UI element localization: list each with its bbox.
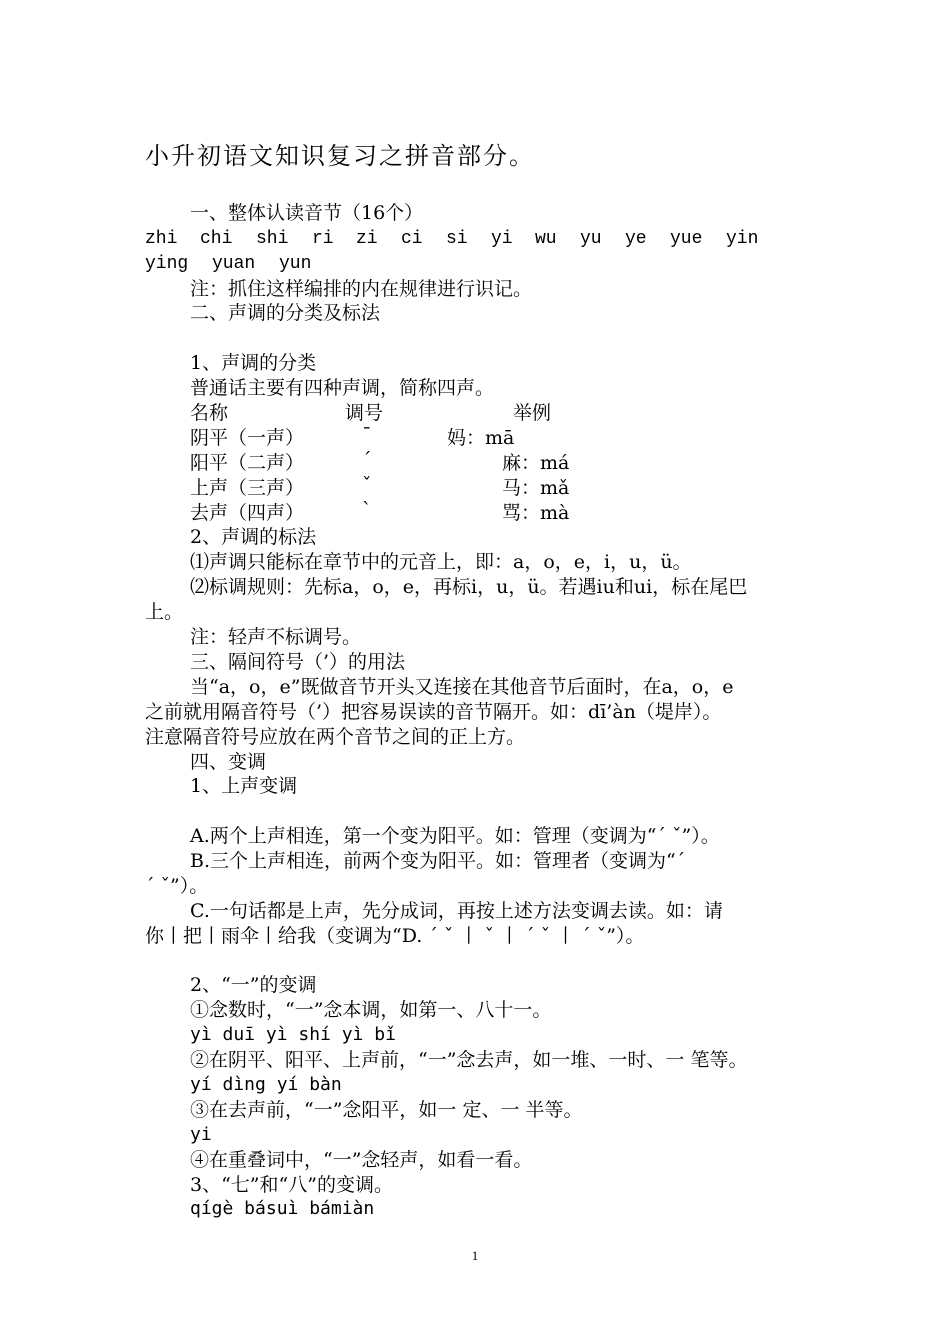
- syllable: yin: [726, 229, 759, 249]
- paragraph: ④在重叠词中，“一”念轻声，如看一看。: [190, 1149, 533, 1171]
- note-text: 注：抓住这样编排的内在规律进行识记。: [190, 278, 533, 300]
- syllable: ye: [625, 229, 647, 249]
- syllable: zhi: [145, 229, 178, 249]
- syllable: ying: [145, 254, 189, 274]
- paragraph: 之前就用隔音符号（’）把容易误读的音节隔开。如：dī’àn（堤岸）。: [145, 701, 722, 723]
- subheading: 2、声调的标法: [190, 526, 317, 548]
- syllable: ri: [312, 229, 334, 249]
- subheading: 2、“一”的变调: [190, 974, 317, 996]
- paragraph: ②在阴平、阳平、上声前，“一”念去声，如一堆、一时、一 笔等。: [190, 1049, 748, 1071]
- syllable: zi: [356, 229, 378, 249]
- paragraph: A.两个上声相连，第一个变为阳平。如：管理（变调为“ˊ ˇ”）。: [190, 825, 720, 847]
- paragraph: 普通话主要有四种声调，简称四声。: [190, 377, 495, 399]
- syllable: yi: [491, 229, 513, 249]
- table-cell-mark: ˉ: [362, 424, 372, 446]
- pinyin-line: yì duī yì shí yì bǐ: [190, 1024, 396, 1045]
- table-cell-mark: ˇ: [362, 474, 372, 496]
- subheading: 3、“七”和“八”的变调。: [190, 1174, 393, 1196]
- page-number: 1: [471, 1248, 479, 1263]
- subheading: 1、声调的分类: [190, 352, 317, 374]
- note-text: 注：轻声不标调号。: [190, 626, 362, 648]
- syllable: chi: [200, 229, 233, 249]
- table-cell-name: 阴平（一声）: [190, 427, 305, 449]
- table-cell-mark: ˋ: [362, 499, 372, 521]
- section-heading-tones: 二、声调的分类及标法: [190, 302, 381, 324]
- table-header: 举例: [513, 402, 552, 424]
- syllable-row-1: [145, 226, 785, 252]
- subheading: 1、上声变调: [190, 775, 298, 797]
- syllable-row-2: [145, 251, 345, 277]
- paragraph: ˊ ˇ”）。: [145, 875, 209, 897]
- document-title: 小升初语文知识复习之拼音部分。: [145, 142, 535, 170]
- table-cell-example: 骂：mà: [502, 502, 570, 524]
- table-cell-example: 麻：má: [502, 452, 570, 474]
- section-heading-separator: 三、隔间符号（’）的用法: [190, 651, 406, 673]
- syllable: yu: [580, 229, 602, 249]
- table-cell-mark: ˊ: [362, 449, 372, 471]
- table-cell-name: 去声（四声）: [190, 502, 305, 524]
- paragraph: ①念数时，“一”念本调，如第一、八十一。: [190, 999, 552, 1021]
- syllable: yun: [279, 254, 312, 274]
- table-cell-example: 妈：mā: [447, 427, 515, 449]
- paragraph: ⑴声调只能标在章节中的元音上，即：a，o，e，i，u，ü。: [190, 551, 692, 573]
- pinyin-line: yi: [190, 1124, 212, 1145]
- section-heading-syllables: 一、整体认读音节（16个）: [190, 202, 424, 224]
- syllable: ci: [401, 229, 423, 249]
- table-cell-name: 上声（三声）: [190, 477, 305, 499]
- paragraph: 注意隔音符号应放在两个音节之间的正上方。: [145, 726, 526, 748]
- paragraph: B.三个上声相连，前两个变为阳平。如：管理者（变调为“ˊ: [190, 850, 686, 872]
- table-cell-name: 阳平（二声）: [190, 452, 305, 474]
- syllable: yuan: [212, 254, 256, 274]
- paragraph: ③在去声前，“一”念阳平，如一 定、一 半等。: [190, 1099, 583, 1121]
- paragraph: 你丨把丨雨伞丨给我（变调为“D. ˊ ˇ 丨 ˇ 丨 ˊ ˇ 丨 ˊ ˇ”）。: [145, 925, 645, 947]
- pinyin-line: yí dìng yí bàn: [190, 1074, 342, 1095]
- syllable: shi: [256, 229, 289, 249]
- syllable: yue: [670, 229, 703, 249]
- pinyin-line: qígè básuì bámiàn: [190, 1198, 375, 1219]
- paragraph: ⑵标调规则：先标a，o，e，再标i，u，ü。若遇iu和ui，标在尾巴: [190, 576, 748, 598]
- syllable: wu: [535, 229, 557, 249]
- section-heading-tone-change: 四、变调: [190, 751, 267, 773]
- table-header: 调号: [345, 402, 384, 424]
- paragraph: C.一句话都是上声，先分成词，再按上述方法变调去读。如：请: [190, 900, 723, 922]
- table-header: 名称: [190, 402, 229, 424]
- syllable: si: [446, 229, 468, 249]
- table-cell-example: 马：mǎ: [502, 477, 570, 499]
- paragraph: 当“a，o，e”既做音节开头又连接在其他音节后面时，在a，o，e: [190, 676, 734, 698]
- paragraph: 上。: [145, 601, 184, 623]
